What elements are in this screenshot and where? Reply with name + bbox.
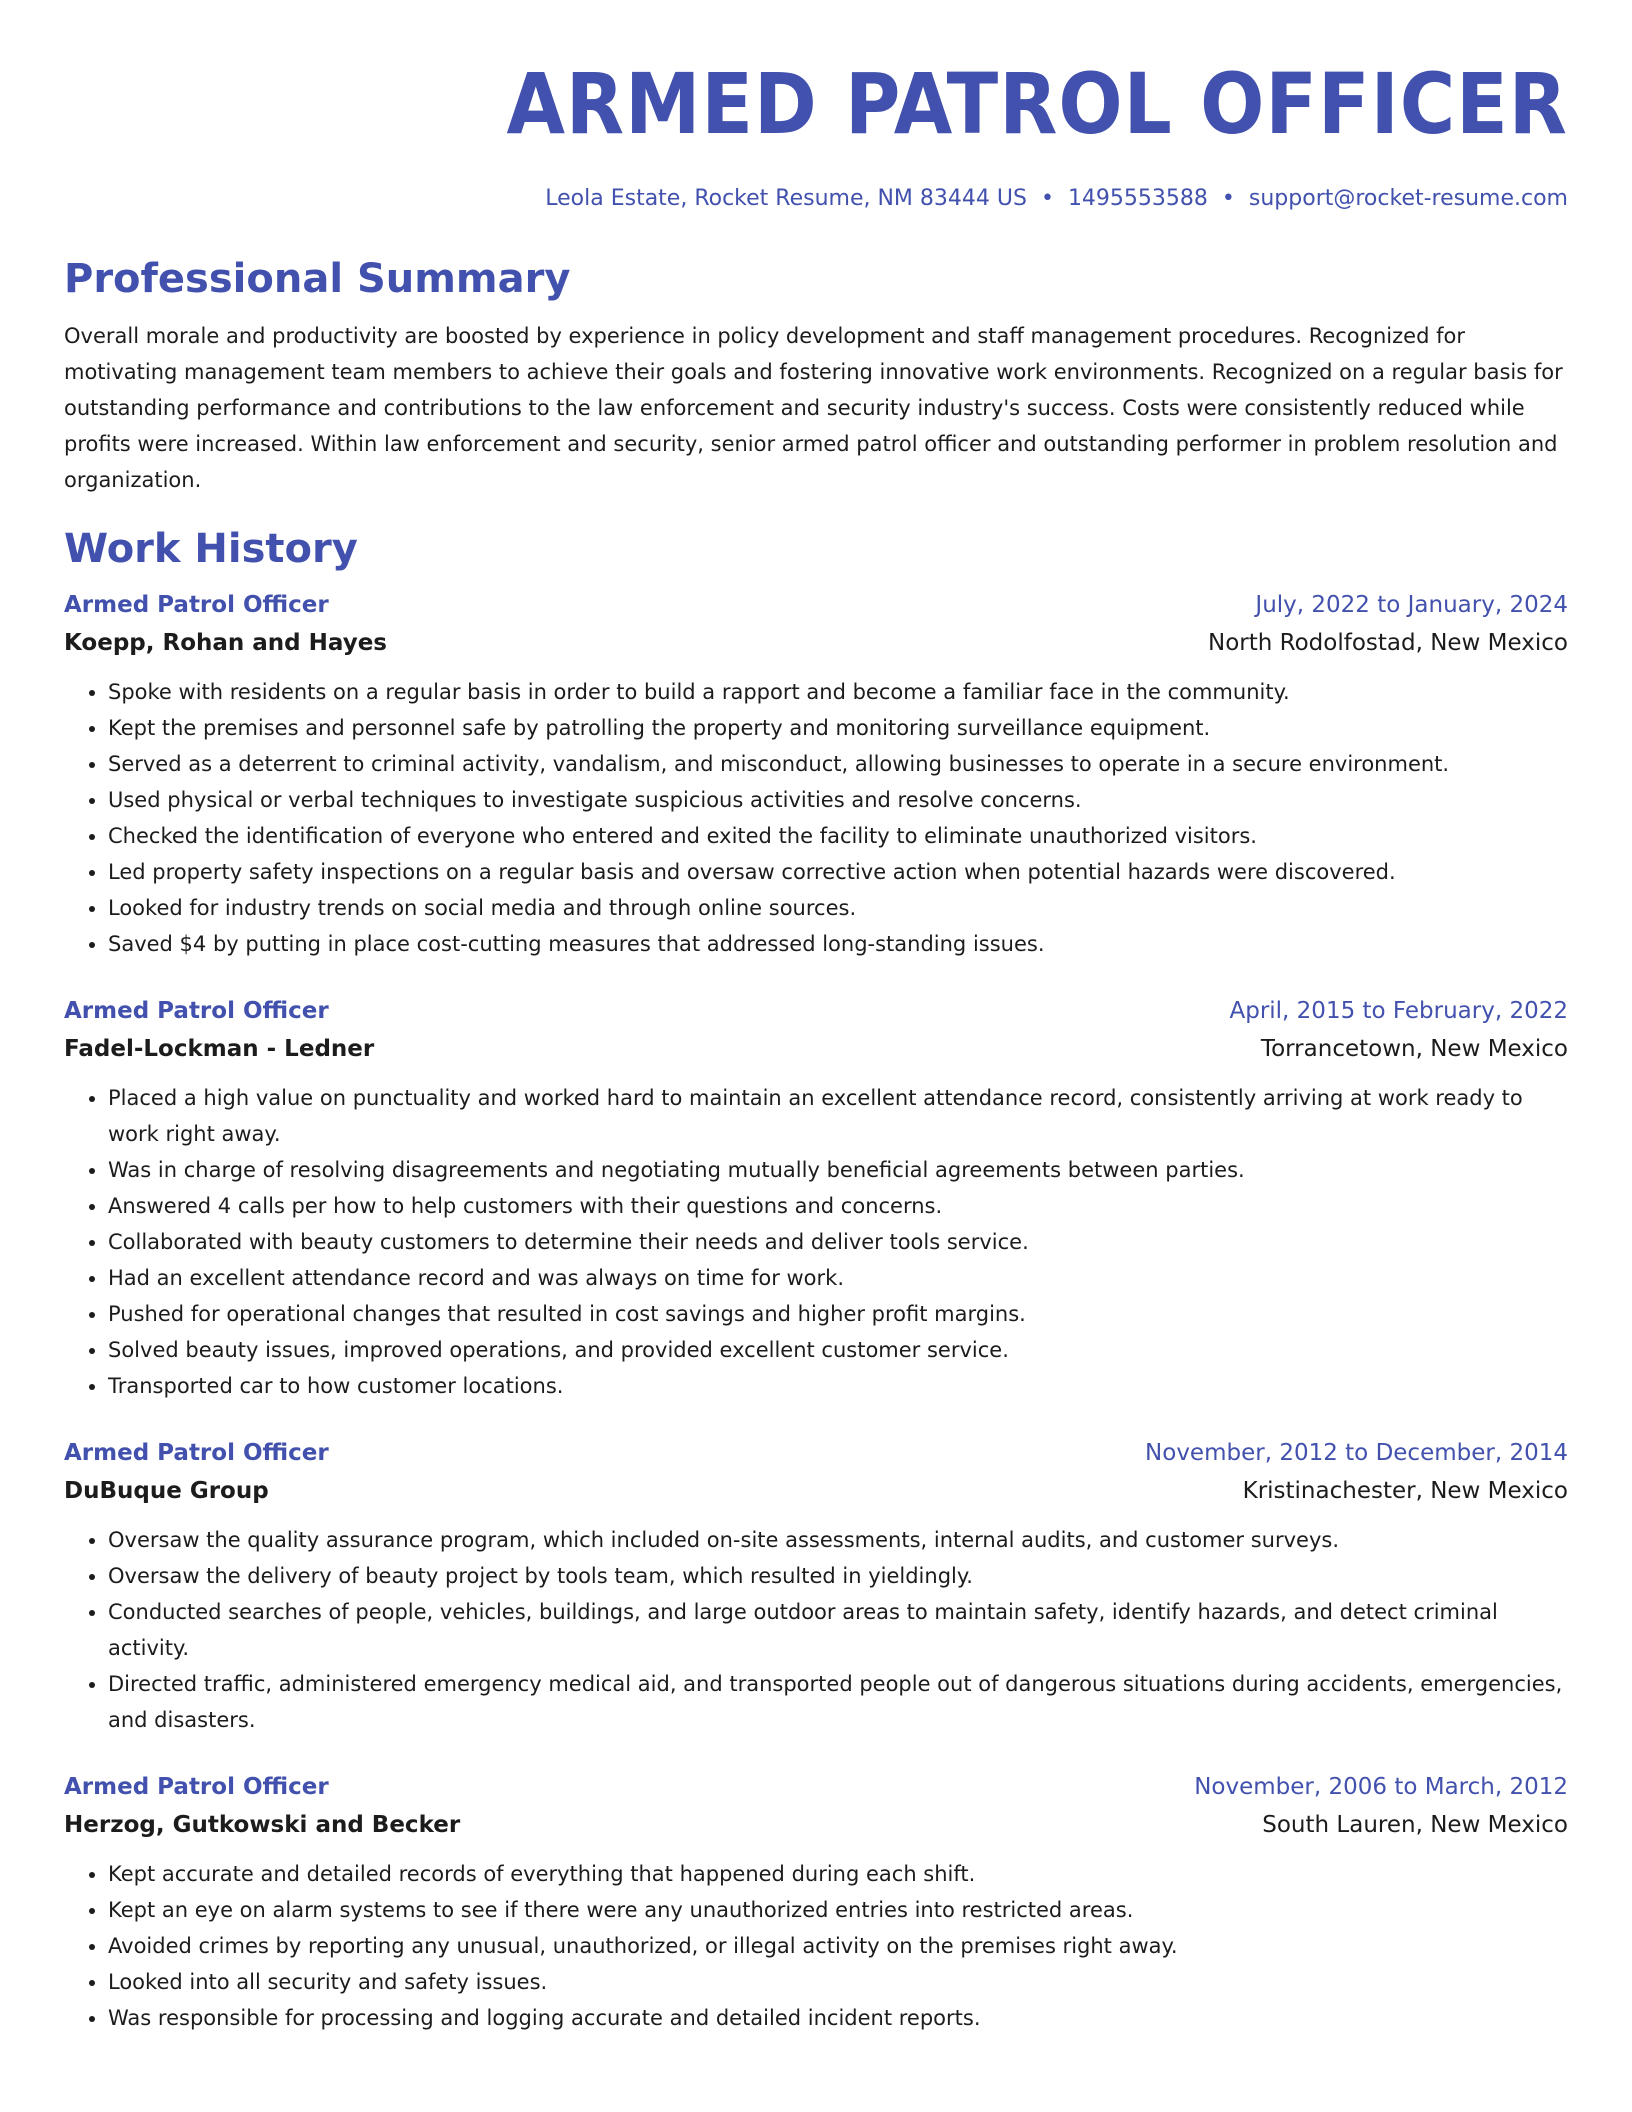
job-duty-item: • Answered 4 calls per how to help customers with their questions and concerns. xyxy=(108,1188,1568,1224)
contact-separator: • xyxy=(1040,186,1054,211)
job-company: Koepp, Rohan and Hayes xyxy=(64,630,387,656)
job-duties-list xyxy=(64,674,1568,962)
job-title: Armed Patrol Officer xyxy=(64,998,329,1024)
job-company: DuBuque Group xyxy=(64,1478,269,1504)
job-dates: July, 2022 to January, 2024 xyxy=(1255,592,1568,618)
job-title: Armed Patrol Officer xyxy=(64,1440,329,1466)
contact-phone: 1495553588 xyxy=(1067,186,1208,211)
job-duty-item: • Spoke with residents on a regular basis in order to build a rapport and become a familiar face in the community. xyxy=(108,674,1568,710)
contact-email: support@rocket-resume.com xyxy=(1248,186,1568,211)
job-duty-item: • Checked the identification of everyone who entered and exited the facility to eliminate unauthorized visitors. xyxy=(108,818,1568,854)
summary-text: Overall morale and productivity are boosted by experience in policy development and staff management procedures. Recognized for motivating management team members to achieve their goals and fostering innovative work environments. Recognized on a regular basis for outstanding performance and contributions to the law enforcement and security industry's success. Costs were consistently reduced while profits were increased. Within law enforcement and security, senior armed patrol officer and outstanding performer in problem resolution and organization. xyxy=(64,324,1563,492)
job-header-row xyxy=(64,586,1568,624)
job-duty-item: • Solved beauty issues, improved operations, and provided excellent customer service. xyxy=(108,1332,1568,1368)
job-company: Herzog, Gutkowski and Becker xyxy=(64,1812,461,1838)
job-duty-item: • Looked for industry trends on social media and through online sources. xyxy=(108,890,1568,926)
job-duty-item: • Served as a deterrent to criminal activity, vandalism, and misconduct, allowing businesses to operate in a secure environment. xyxy=(108,746,1568,782)
contact-line xyxy=(64,184,1568,214)
job-company-row xyxy=(64,1472,1568,1510)
job-duty-item: • Oversaw the quality assurance program, which included on-site assessments, internal audits, and customer surveys. xyxy=(108,1522,1568,1558)
job-duty-item: • Was responsible for processing and logging accurate and detailed incident reports. xyxy=(108,2000,1568,2036)
contact-address: Leola Estate, Rocket Resume, NM 83444 US xyxy=(545,186,1027,211)
job-title: Armed Patrol Officer xyxy=(64,592,329,618)
job-duty-item: • Avoided crimes by reporting any unusual, unauthorized, or illegal activity on the premises right away. xyxy=(108,1928,1568,1964)
job-duty-item: • Conducted searches of people, vehicles, buildings, and large outdoor areas to maintain safety, identify hazards, and detect criminal activity. xyxy=(108,1594,1568,1666)
job-duty-item: • Had an excellent attendance record and was always on time for work. xyxy=(108,1260,1568,1296)
job-duty-item: • Directed traffic, administered emergency medical aid, and transported people out of dangerous situations during accidents, emergencies, and disasters. xyxy=(108,1666,1568,1738)
job-duties-list xyxy=(64,1522,1568,1738)
contact-separator: • xyxy=(1221,186,1235,211)
job-duty-item: • Kept the premises and personnel safe by patrolling the property and monitoring surveillance equipment. xyxy=(108,710,1568,746)
summary-heading: Professional Summary xyxy=(64,256,571,302)
job-duty-item: • Looked into all security and safety issues. xyxy=(108,1964,1568,2000)
candidate-name: ARMED PATROL OFFICER xyxy=(506,55,1568,153)
job-company: Fadel-Lockman - Ledner xyxy=(64,1036,375,1062)
job-dates: April, 2015 to February, 2022 xyxy=(1229,998,1568,1024)
job-duty-item: • Oversaw the delivery of beauty project by tools team, which resulted in yieldingly. xyxy=(108,1558,1568,1594)
job-dates: November, 2012 to December, 2014 xyxy=(1145,1440,1568,1466)
job-location: North Rodolfostad, New Mexico xyxy=(1208,630,1568,656)
job-location: Torrancetown, New Mexico xyxy=(1260,1036,1568,1062)
job-entry xyxy=(64,1768,1568,2036)
job-duty-item: • Was in charge of resolving disagreements and negotiating mutually beneficial agreements between parties. xyxy=(108,1152,1568,1188)
job-duties-list xyxy=(64,1080,1568,1404)
job-entry xyxy=(64,992,1568,1404)
job-duty-item: • Kept an eye on alarm systems to see if there were any unauthorized entries into restricted areas. xyxy=(108,1892,1568,1928)
job-duty-item: • Used physical or verbal techniques to investigate suspicious activities and resolve concerns. xyxy=(108,782,1568,818)
job-company-row xyxy=(64,1030,1568,1068)
job-duty-item: • Led property safety inspections on a regular basis and oversaw corrective action when potential hazards were discovered. xyxy=(108,854,1568,890)
job-duty-item: • Saved $4 by putting in place cost-cutting measures that addressed long-standing issues. xyxy=(108,926,1568,962)
job-list xyxy=(64,586,1568,2036)
job-duty-item: • Kept accurate and detailed records of everything that happened during each shift. xyxy=(108,1856,1568,1892)
job-location: Kristinachester, New Mexico xyxy=(1242,1478,1568,1504)
job-company-row xyxy=(64,624,1568,662)
job-duty-item: • Placed a high value on punctuality and worked hard to maintain an excellent attendance record, consistently arriving at work ready to work right away. xyxy=(108,1080,1568,1152)
job-entry xyxy=(64,1434,1568,1738)
job-entry xyxy=(64,586,1568,962)
work-history-heading: Work History xyxy=(64,526,358,572)
job-dates: November, 2006 to March, 2012 xyxy=(1194,1774,1568,1800)
job-company-row xyxy=(64,1806,1568,1844)
job-duty-item: • Collaborated with beauty customers to determine their needs and deliver tools service. xyxy=(108,1224,1568,1260)
job-header-row xyxy=(64,992,1568,1030)
job-duty-item: • Transported car to how customer locations. xyxy=(108,1368,1568,1404)
job-location: South Lauren, New Mexico xyxy=(1262,1812,1568,1838)
job-header-row xyxy=(64,1768,1568,1806)
job-duties-list xyxy=(64,1856,1568,2036)
job-duty-item: • Pushed for operational changes that resulted in cost savings and higher profit margins. xyxy=(108,1296,1568,1332)
job-header-row xyxy=(64,1434,1568,1472)
job-title: Armed Patrol Officer xyxy=(64,1774,329,1800)
